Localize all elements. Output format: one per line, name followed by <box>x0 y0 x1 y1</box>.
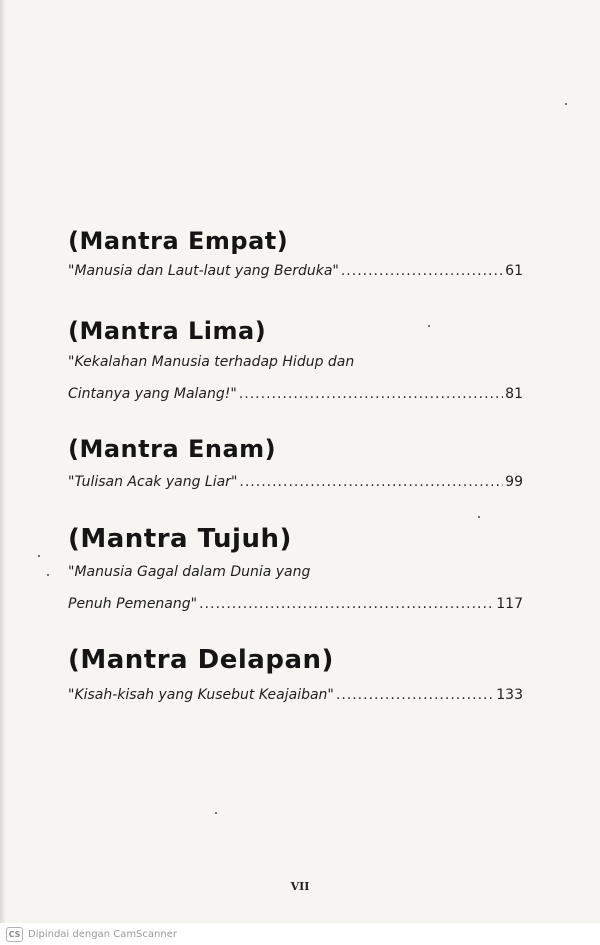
scan-speck <box>565 103 567 105</box>
entry-title: "Manusia dan Laut-laut yang Berduka" <box>68 263 339 279</box>
page-number: 61 <box>505 263 523 279</box>
leader-dots <box>336 685 494 705</box>
toc-section-mantra-empat <box>68 226 523 281</box>
page-footer-number: VII <box>290 880 310 893</box>
scanner-watermark-bar <box>0 923 600 945</box>
section-heading: (Mantra Lima) <box>68 317 267 345</box>
entry-title: "Kekalahan Manusia terhadap Hidup dan <box>68 354 355 370</box>
toc-section-mantra-enam <box>68 434 523 492</box>
toc-entry[interactable] <box>68 384 523 404</box>
scan-speck <box>478 516 480 518</box>
toc-entry[interactable] <box>68 594 523 614</box>
page-number: 99 <box>505 474 523 490</box>
scanner-caption: Dipindai dengan CamScanner <box>28 928 177 940</box>
page-number: 81 <box>505 386 523 402</box>
section-heading: (Mantra Tujuh) <box>68 524 292 554</box>
toc-section-mantra-tujuh <box>68 524 523 614</box>
leader-dots <box>239 472 503 492</box>
entry-title: "Manusia Gagal dalam Dunia yang <box>68 564 311 580</box>
page-number: 117 <box>496 596 523 612</box>
leader-dots <box>199 594 494 614</box>
entry-title-continued: Penuh Pemenang" <box>68 596 198 612</box>
camscanner-logo-icon: CS <box>6 927 23 942</box>
toc-entry[interactable] <box>68 685 523 705</box>
scan-speck <box>38 555 40 557</box>
page-number: 133 <box>496 687 523 703</box>
toc-entry-line-1[interactable] <box>68 352 523 372</box>
toc-entry[interactable] <box>68 261 523 281</box>
leader-dots <box>341 261 503 281</box>
entry-title: "Kisah-kisah yang Kusebut Keajaiban" <box>68 687 334 703</box>
section-heading: (Mantra Enam) <box>68 435 277 463</box>
toc-section-mantra-lima <box>68 316 523 404</box>
leader-dots <box>239 384 503 404</box>
toc-section-mantra-delapan <box>68 645 523 705</box>
scan-speck <box>47 574 49 576</box>
section-heading: (Mantra Empat) <box>68 227 289 255</box>
entry-title: "Tulisan Acak yang Liar" <box>68 474 238 490</box>
page-edge-shadow <box>0 0 6 923</box>
section-heading: (Mantra Delapan) <box>68 645 334 675</box>
scan-speck <box>215 812 217 814</box>
entry-title-continued: Cintanya yang Malang!" <box>68 386 237 402</box>
toc-entry[interactable] <box>68 472 523 492</box>
toc-entry-line-1[interactable] <box>68 562 523 582</box>
scan-speck <box>428 325 430 327</box>
